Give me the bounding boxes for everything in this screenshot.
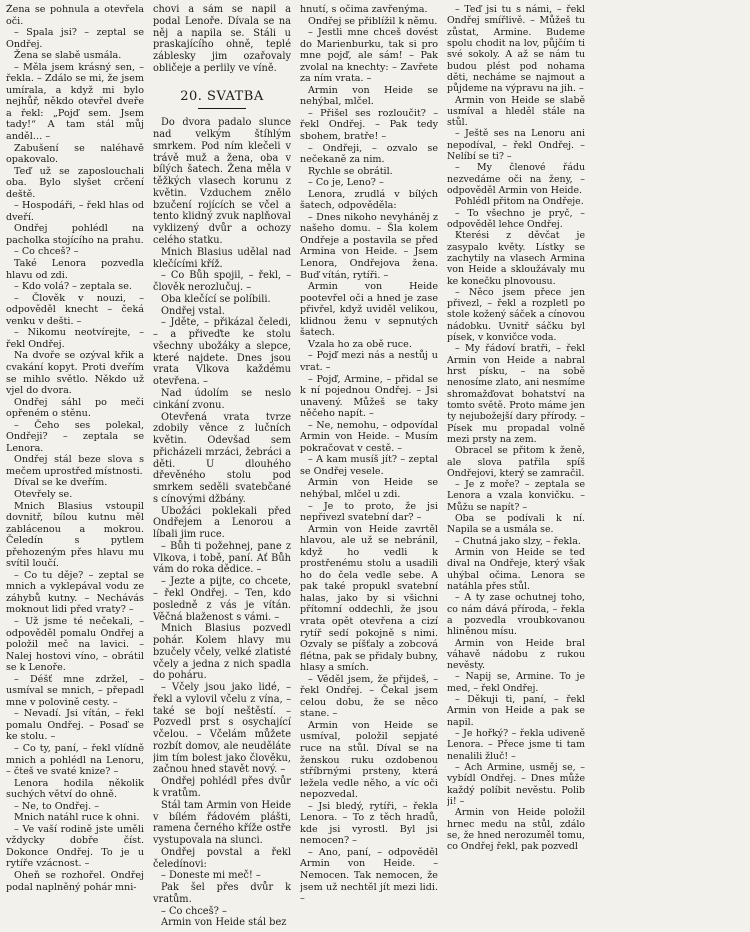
paragraph: – Pojď, Armine, – přidal se k ní pojednou Ondřej. – Jsi unavený. Můžeš se taky něčeho napít. – <box>300 373 438 420</box>
paragraph: – Nikomu neotvírejte, – řekl Ondřej. <box>6 327 144 350</box>
paragraph: – Dnes nikoho nevyháněj z našeho domu. – Šla kolem Ondřeje a postavila se před Armina von Heide. – Jsem Lenora, Ondřejova žena. Buď vítán, rytíři. – <box>300 211 438 281</box>
paragraph: Pohlédl přitom na Ondřeje. <box>455 196 584 208</box>
paragraph: – Děkuji ti, paní, – řekl Armin von Heide a pak se napil. <box>447 694 585 728</box>
paragraph: Ondřej sáhl po meči opřeném o stěnu. <box>6 396 144 420</box>
paragraph: – Jestli mne chceš dovést do Marienburku, tak si pro mne pojď, ale sám! – Pak zvolal na knechty: – Zavřete za ním vrata. – <box>300 27 438 85</box>
paragraph: Na dvoře se ozýval křik a cvakání kopyt. Proti dveřím se mihlo světlo. Někdo už vjel do dvora. <box>6 350 144 397</box>
paragraph: Kterési z děvčat je zasypalo květy. Lístky se zachytily na vlasech Armina von Heide a skloužávaly mu ke konečku plnovousu. <box>447 230 585 287</box>
paragraph: – A kam musíš jít? – zeptal se Ondřej vesele. <box>300 454 438 477</box>
text-column-1 <box>6 4 144 928</box>
paragraph: – Ach Armine, usměj se, – vybídl Ondřej. – Dnes může každý políbit nevěstu. Polib ji! – <box>447 761 585 807</box>
paragraph: – Ne, to Ondřej. – <box>14 800 100 812</box>
paragraph: Ondřej stál beze slova s mečem uprostřed místnosti. <box>6 454 144 477</box>
paragraph: Žena se pohnula a otevřela oči. <box>6 4 144 27</box>
paragraph: Otevřená vrata tvrze zdobily věnce z lučních květin. Odevšad sem přicházeli mrzáci, žebráci a děti. U dlouhého dřevěného stolu pod smrkem seděli svatebčané s cínovými džbány. <box>153 411 291 505</box>
paragraph: Armin von Heide stál bez <box>161 917 287 928</box>
paragraph: – Bůh ti požehnej, pane z Vlkova, i tobě, paní. Ať Bůh vám do roka dědice. – <box>153 540 291 576</box>
paragraph: hnutí, s očima zavřenýma. <box>300 4 428 15</box>
paragraph: Armin von Heide bral váhavě nádobu z rukou nevěsty. <box>447 637 585 672</box>
paragraph: Zabušení se naléhavě opakovalo. <box>6 142 144 166</box>
paragraph: Mnich Blasius vstoupil dovnitř, bílou kutnu měl zablácenou a mokrou. Čeledín s pytlem přehozeným přes hlavu mu svítil loučí. <box>6 500 144 570</box>
paragraph: – Pojď mezi nás a nestůj u vrat. – <box>300 350 438 373</box>
paragraph: Mnich Blasius pozvedl pohár. Kolem hlavy mu bzučely včely, velké zlatisté včely a jedna z nich spadla do poháru. <box>153 623 291 682</box>
paragraph: Armin von Heide položil hrnec medu na stůl, zdálo se, že hned nerozuměl tomu, co Ondřej řekl, pak pozvedl <box>447 807 585 853</box>
paragraph: Armin von Heide se usmíval, položil sepjaté ruce na stůl. Díval se na ženskou ruku ozdobenou stříbrnými prsteny, která ležela vedle něho, a víc oči nepozvedal. <box>300 719 438 801</box>
paragraph: Nad údolím se neslo cinkání zvonu. <box>153 387 291 411</box>
paragraph: Obracel se přitom k ženě, ale slova patřila spíš Ondřejovi, který se zamračil. <box>447 445 585 479</box>
paragraph: Mnich natáhl ruce k ohni. <box>14 812 140 824</box>
paragraph: – Déšť mne zdržel, – usmíval se mnich, – přepadl mne v polovině cesty. – <box>6 673 144 708</box>
paragraph: – Nevadí. Jsi vítán, – řekl pomalu Ondřej. – Posaď se ke stolu. – <box>6 708 144 743</box>
paragraph: Oheň se rozhořel. Ondřej podal naplněný pohár mni- <box>6 870 144 893</box>
paragraph: – Čeho ses polekal, Ondřeji? – zeptala se Lenora. <box>6 419 144 454</box>
paragraph: – Co chceš? – <box>161 905 227 917</box>
paragraph: – A ty zase ochutnej toho, co nám dává příroda, – řekla a pozvedla vroubkovanou hliněnou mísu. <box>447 592 585 638</box>
paragraph: chovi a sám se napil a podal Lenoře. Dívala se na něj a napila se. Stáli u praskajícího ohně, teplé záblesky jim ozařovaly obličeje a perlily ve víně. <box>153 4 291 74</box>
paragraph: – Měla jsem krásný sen, – řekla. – Zdálo se mi, že jsem umírala, a když mi bylo nejhůř, někdo otevřel dveře a řekl: „Pojď sem. Jsem tady!“ A tam stál můj anděl… – <box>6 61 144 143</box>
paragraph: Mnich Blasius udělal nad klečícími kříž. <box>153 246 291 270</box>
paragraph: Také Lenora pozvedla hlavu od zdi. <box>6 258 144 281</box>
text-column-2 <box>153 4 291 928</box>
paragraph: – Ještě ses na Lenoru ani nepodíval, – řekl Ondřej. – Nelíbí se ti? – <box>447 128 585 163</box>
paragraph: – Chutná jako slzy, – řekla. <box>455 535 581 547</box>
paragraph: – Ano, paní, – odpověděl Armin von Heide. – Nemocen. Tak nemocen, že jsem už nechtěl jít mezi lidi. – <box>300 846 438 905</box>
paragraph: Armin von Heide se nehýbal, mlčel. <box>300 84 438 108</box>
chapter-rule <box>198 108 246 109</box>
paragraph: – Ne, nemohu, – odpovídal Armin von Heide. – Musím pokračovat v cestě. – <box>300 419 438 454</box>
paragraph: – Věděl jsem, že přijdeš, – řekl Ondřej. – Čekal jsem celou dobu, že se něco stane. – <box>300 673 438 720</box>
paragraph: Lenora hodila několik suchých větví do ohně. <box>6 777 144 801</box>
paragraph: – Co Bůh spojil, – řekl, – člověk nerozlučuj. – <box>153 270 291 294</box>
text-column-4 <box>447 4 585 928</box>
paragraph: Díval se ke dveřím. <box>14 477 108 489</box>
paragraph: Ondřej povstal a řekl čeledínovi: <box>153 846 291 870</box>
paragraph: Lenora, zrudlá v bílých šatech, odpověděla: <box>300 188 438 212</box>
paragraph: – Spala jsi? – zeptal se Ondřej. <box>6 27 144 50</box>
paragraph: – Co je, Leno? – <box>308 177 384 189</box>
paragraph: – Je hořký? – řekla udiveně Lenora. – Přece jsme ti tam nenalili žluč! – <box>447 728 585 762</box>
paragraph: – Je to proto, že jsi nepřivezl svatební dar? – <box>300 500 438 524</box>
paragraph: – Jsi bledý, rytíři, – řekla Lenora. – To z těch hradů, kde jsi vyrostl. Byl jsi nemocen? – <box>300 800 438 847</box>
paragraph: Žena se slabě usmála. <box>14 50 122 62</box>
paragraph: – Člověk v nouzi, – odpověděl knecht – čeká venku v dešti. – <box>6 292 144 327</box>
paragraph: Stál tam Armin von Heide v bílém řádovém plášti, ramena černého kříže ostře vystupovala na slunci. <box>153 799 291 847</box>
paragraph: Armin von Heide se nehýbal, mlčel u zdi. <box>300 477 438 500</box>
paragraph: – Co ty, paní, – řekl vlídně mnich a pohlédl na Lenoru, – čteš ve svaté knize? – <box>6 743 144 778</box>
paragraph: – Už jsme té nečekali, – odpověděl pomalu Ondřej a položil meč na lavici. – Nalej hostovi víno, – obrátil se k Lenoře. <box>6 615 144 674</box>
paragraph: Armin von Heide se slabě usmíval a hleděl stále na stůl. <box>447 94 585 129</box>
paragraph: Oba se podívali k ní. Napila se a usmála se. <box>447 513 585 536</box>
paragraph: – Něco jsem přece jen přivezl, – řekl a rozpletl po stole kožený sáček a cínovou nádobku. Uvnitř sáčku byl písek, v konvičce voda. <box>447 286 585 344</box>
paragraph: – Kdo volá? – zeptala se. <box>14 281 132 293</box>
paragraph: – Ve vaší rodině jste uměli vždycky dobře číst. Dokonce Ondřej. To je u rytíře vzácnost. – <box>6 823 144 870</box>
paragraph: Armin von Heide se teď dival na Ondřeje, který však uhýbal očima. Lenora se natáhla přes stůl. <box>447 547 585 592</box>
paragraph: Pak šel přes dvůr k vratům. <box>153 882 291 905</box>
paragraph: – Hospodáři, – řekl hlas od dveří. <box>6 200 144 223</box>
paragraph: – Co tu děje? – zeptal se mnich a vyklepával vodu ze záhybů kutny. – Nechávás moknout lidi před vraty? – <box>6 569 144 616</box>
paragraph: – My řádoví bratři, – řekl Armin von Heide a nabral hrst písku, – na sobě nenosíme zlato, ani nesmíme shromažďovat bohatství na tomto světě. Proto máme jen ty nejubožejší dary přírody. – Písek mu propadal volně mezi prsty na zem. <box>447 343 585 445</box>
paragraph: – Jděte, – přikázal čeledi, – a přiveďte ke stolu všechny ubožáky a slepce, které najdete. Dnes jsou vrata Vlkova každému otevřena. – <box>153 317 291 388</box>
paragraph: – Co chceš? – <box>14 246 79 258</box>
paragraph: – Přišel ses rozloučit? – řekl Ondřej. – Pak tedy sbohem, bratře! – <box>300 107 438 143</box>
paragraph: Otevřely se. <box>14 488 73 500</box>
paragraph: – To všechno je pryč, – odpověděl lehce Ondřej. <box>447 207 585 230</box>
paragraph: Ubožáci poklekali před Ondřejem a Lenorou a líbali jim ruce. <box>153 505 291 541</box>
paragraph: – Doneste mi meč! – <box>161 870 261 882</box>
paragraph: – Napij se, Armine. To je med, – řekl Ondřej. <box>447 671 585 694</box>
paragraph: Teď už se zaposlouchali oba. Bylo slyšet crčení deště. <box>6 165 144 200</box>
paragraph: – Je z moře? – zeptala se Lenora a vzala konvičku. – Můžu se napít? – <box>447 479 585 513</box>
paragraph: Ondřej pohlédl přes dvůr k vratům. <box>153 776 291 799</box>
paragraph: – Ondřeji, – ozvalo se nečekaně za nim. <box>300 142 438 166</box>
paragraph: Armin von Heide pootevřel oči a hned je zase přivřel, když uviděl velikou, klidnou ženu v sepnutých šatech. <box>300 281 438 339</box>
paragraph: – Teď jsi tu s námi, – řekl Ondřej smířlivě. – Můžeš tu zůstat, Armine. Budeme spolu chodit na lov, půjčím ti své sokoly. A až se nám tu budou plést pod nohama děti, necháme se najmout a půjdeme na výpravu na jih. – <box>447 4 585 95</box>
paragraph: Ondřej vstal. <box>161 305 225 317</box>
paragraph: Ondřej pohlédl na pacholka stojícího na prahu. <box>6 223 144 246</box>
paragraph: Ondřej se přiblížil k němu. <box>308 15 438 27</box>
chapter-heading: 20. SVATBA <box>180 88 264 104</box>
paragraph: – My členové řádu nezvedáme oči na ženy, – odpověděl Armin von Heide. <box>447 162 585 196</box>
paragraph: Do dvora padalo slunce nad velkým štíhlým smrkem. Pod ním klečeli v trávě muž a žena, oba v bílých šatech. Žena měla v těžkých vlasech korunu z květin. Vzduchem znělo bzučení rojících se včel a tento klidný zvuk naplňoval vyklizený dvůr a ochozy celého statku. <box>153 117 291 247</box>
text-column-3 <box>300 4 438 928</box>
paragraph: – Jezte a pijte, co chcete, – řekl Ondřej. – Ten, kdo posledně z vás je vítán. Věčná blaženost s vámi. – <box>153 576 291 623</box>
paragraph: Vzala ho za obě ruce. <box>308 338 412 350</box>
paragraph: Armin von Heide zavrtěl hlavou, ale už se nebránil, když ho vedli k prostřenému stolu a usadili ho do čela vedle sebe. A pak také propukl svatební halas, jako by si všichni přítomní oddechli, že jsou vrata opět otevřena a cizí rytíř sedí pokojně s nimi. Ozvaly se píšťaly a zobcová flétna, pak se přidaly bubny, hlasy a smích. <box>300 523 438 674</box>
paragraph: Rychle se obrátil. <box>308 165 393 177</box>
paragraph: Oba klečící se políbili. <box>161 293 271 305</box>
paragraph: – Včely jsou jako lidé, – řekl a vylovil včelu z vína, – také se bojí neštěstí. – Pozvedl prst s osychající včelou. – Včelám můžete rozbít domov, ale neuděláte jim tím bolest jako člověku, začnou hned stavět nový. – <box>153 682 291 776</box>
